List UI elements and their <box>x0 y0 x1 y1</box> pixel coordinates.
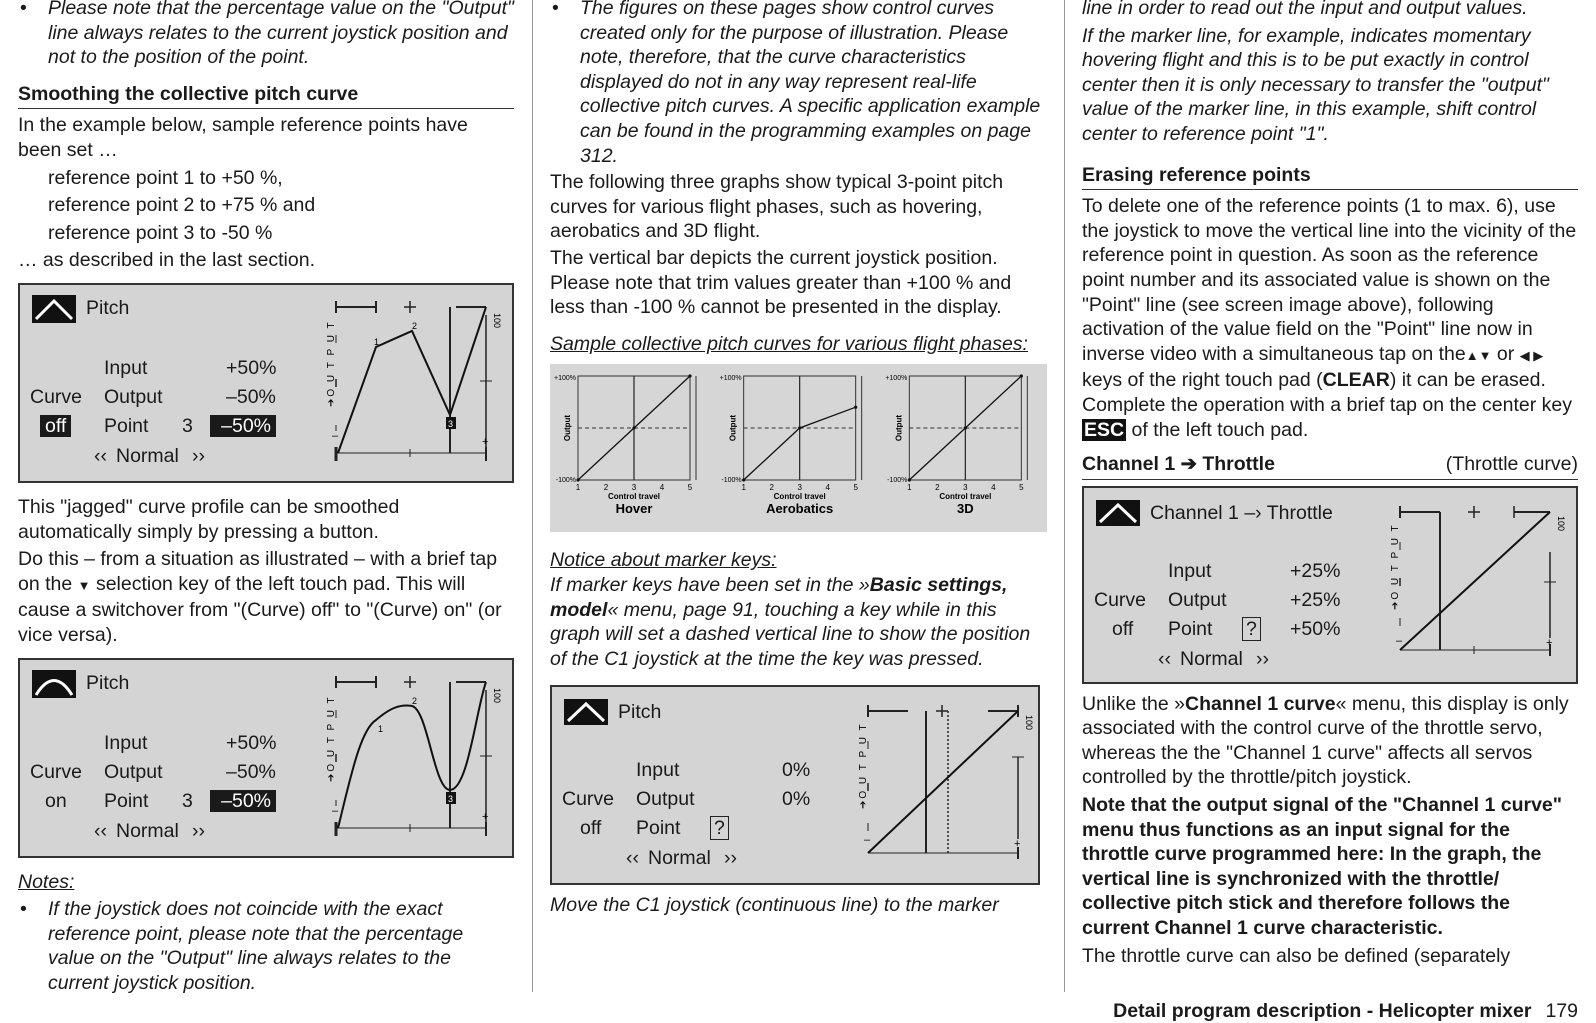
notice-heading: Notice about marker keys: <box>550 549 777 572</box>
curve-label: Curve <box>1094 588 1147 611</box>
channel-heading-right: (Throttle curve) <box>1445 453 1578 476</box>
unlike-a: Unlike the » <box>1082 692 1185 715</box>
point-label: Point <box>636 817 681 840</box>
sample-curves-chart <box>550 364 1047 532</box>
chart-y-tick-top: +100% <box>885 375 908 383</box>
lcd-throttle-curve <box>1082 486 1578 684</box>
curve-state-toggle[interactable]: off <box>40 415 71 437</box>
output-value: 0% <box>782 788 811 811</box>
output-label: Output <box>104 760 163 783</box>
column-divider-left <box>532 0 533 992</box>
intro-text: In the example below, sample reference points have been set … <box>18 114 468 161</box>
unlike-b: Channel 1 curve <box>1184 692 1336 715</box>
point-marker-2: 2 <box>412 320 418 331</box>
para-marker: If the marker line, for example, indicates momentary hovering flight and this is to be put exactly in control center then it is only necessary to transfer the "output" value of the marker line, in this example, shift control center to reference point "1". <box>1082 24 1549 145</box>
mode-right-chevron[interactable]: ›› <box>192 444 205 467</box>
ref-point-2: reference point 2 to +75 % and <box>48 194 316 217</box>
ref-point-3: reference point 3 to -50 % <box>48 221 273 244</box>
scale-top: 100 <box>1024 715 1034 731</box>
lcd-title-a: Channel 1 <box>1150 501 1239 524</box>
chart-x-tick: 4 <box>659 483 665 493</box>
chart-x-tick: 5 <box>853 483 858 493</box>
scale-top: 100 <box>1556 515 1566 531</box>
mode-label: Normal <box>116 444 179 467</box>
chart-y-tick-bottom: -100% <box>887 477 908 485</box>
curve-graph <box>320 670 510 850</box>
erase-a: To delete one of the reference points (1 to max. 6), use the joystick to move the vertical line into the vicinity of the reference point in question. As soon as the reference point number and its associated value is shown on the "Point" line (see screen image above), following activation of the value field on the "Point" line now in inverse video with a simultaneous tap on the <box>1082 195 1577 365</box>
throttle-curve-line <box>1400 512 1553 650</box>
axis-label: ➔O U T P U T <box>1390 523 1401 610</box>
mode-label: Normal <box>1180 647 1243 670</box>
bold-note: Note that the output signal of the "Channel 1 curve" menu thus functions as an input signal for the throttle curve programmed here: In the graph, the vertical line is synchronized with the throttle/ collective pitch stick and therefore follows the current Channel 1 curve characteristic. <box>1082 794 1563 940</box>
chart-x-tick: 2 <box>603 483 609 493</box>
erase-c: ) it can be erased. Complete the operation with a brief tap on the center key <box>1082 369 1572 416</box>
chart-point <box>798 427 801 430</box>
down-arrow-icon: ▼ <box>77 577 91 593</box>
lcd-pitch-curve-off <box>18 283 514 483</box>
clear-key: CLEAR <box>1322 369 1390 392</box>
para-unlike <box>1082 692 1578 790</box>
para-vertical-bar: The vertical bar depicts the current joystick position. Please note that trim values greater than +100 % and less than -100 % cannot be presented in the display. <box>550 246 1012 319</box>
chart-x-label: Control travel <box>939 492 992 502</box>
para-jagged: This "jagged" curve profile can be smoothed automatically simply by pressing a button. <box>18 495 400 543</box>
axis-label: ➔O U T P U T <box>326 694 337 782</box>
para-do-this <box>18 547 514 647</box>
notice-b: Basic settings, model <box>550 573 1008 621</box>
column-divider-right <box>1064 0 1065 992</box>
notice-text <box>550 573 1047 671</box>
minus-marker: – <box>332 429 339 442</box>
para-erasing <box>1082 194 1578 442</box>
minus-marker: – <box>864 834 871 847</box>
chart-title: 3D <box>957 501 974 517</box>
ref-end: … as described in the last section. <box>18 249 315 272</box>
sample-curves-panel <box>550 364 1047 532</box>
curve-state-toggle[interactable]: on <box>45 789 67 812</box>
chart-point <box>688 375 691 378</box>
output-value: +25% <box>1290 588 1341 611</box>
plus-marker: + <box>482 435 489 448</box>
point-number: 3 <box>182 789 193 812</box>
throttle-icon <box>1096 500 1140 526</box>
lcd-pitch-curve-on <box>18 658 514 858</box>
section-heading-smoothing: Smoothing the collective pitch curve <box>18 82 514 110</box>
point-marker-2: 2 <box>412 695 418 706</box>
lcd-pitch-marker <box>550 685 1040 885</box>
point-marker-3: 3 <box>448 793 454 804</box>
page-footer <box>1113 1000 1578 1023</box>
point-value[interactable]: –50% <box>210 415 276 437</box>
throttle-curve-line <box>868 711 1021 853</box>
point-value[interactable]: –50% <box>210 790 276 812</box>
line-top: line in order to read out the input and output values. <box>1082 0 1528 19</box>
column-1 <box>18 0 514 995</box>
chart-title: Hover <box>615 501 653 517</box>
input-value: +25% <box>1290 559 1341 582</box>
arrow-right-icon: –› <box>1244 501 1262 524</box>
notice-a: If marker keys have been set in the » <box>550 573 870 596</box>
chart-point <box>742 479 745 482</box>
chart-point <box>576 479 579 482</box>
chart-y-tick-bottom: -100% <box>721 477 742 485</box>
chart-point <box>1020 375 1023 378</box>
chart-x-tick: 1 <box>575 483 581 493</box>
chart-x-tick: 5 <box>687 483 693 493</box>
output-value: –50% <box>226 760 276 783</box>
input-value: +50% <box>226 356 277 379</box>
mode-right-chevron[interactable]: ›› <box>724 847 737 870</box>
mode-label: Normal <box>648 847 711 870</box>
mode-left-chevron[interactable]: ‹‹ <box>1158 647 1171 670</box>
esc-key: ESC <box>1084 418 1125 441</box>
point-value: +50% <box>1290 617 1341 640</box>
section-heading-erasing: Erasing reference points <box>1082 163 1578 191</box>
lcd-title: Pitch <box>86 296 130 319</box>
output-label: Output <box>1168 588 1227 611</box>
plus-marker: + <box>1014 838 1021 851</box>
pitch-icon <box>564 699 608 725</box>
chart-point <box>908 479 911 482</box>
chart-x-label: Control travel <box>773 492 826 502</box>
plus-marker: + <box>1546 636 1553 649</box>
erase-d: of the left touch pad. <box>1131 418 1309 441</box>
input-label: Input <box>104 731 148 754</box>
chart-x-tick: 3 <box>631 483 637 493</box>
pitch-icon <box>32 295 76 323</box>
chart-x-tick: 4 <box>991 483 996 493</box>
sample-heading: Sample collective pitch curves for various flight phases: <box>550 332 1028 355</box>
input-label: Input <box>1168 559 1212 582</box>
input-value: +50% <box>226 731 277 754</box>
output-label: Output <box>636 788 695 811</box>
mode-right-chevron[interactable]: ›› <box>192 819 205 842</box>
column-2 <box>550 0 1047 918</box>
left-right-icon: ◀ ▶ <box>1519 347 1544 363</box>
chart-title: Aerobatics <box>766 501 834 517</box>
output-value: –50% <box>226 385 276 408</box>
point-label: Point <box>1168 617 1213 640</box>
point-label: Point <box>104 789 149 812</box>
move-joystick-text: Move the C1 joystick (continuous line) to the marker <box>550 894 999 917</box>
erase-b: keys of the right touch pad ( <box>1082 369 1323 392</box>
point-marker-1: 1 <box>374 336 380 347</box>
last-line: The throttle curve can also be defined (separately <box>1082 944 1511 967</box>
pitch-smooth-icon <box>32 670 76 698</box>
chart-y-tick-top: +100% <box>719 375 742 383</box>
chart-x-tick: 4 <box>825 483 830 493</box>
chart-y-tick-bottom: -100% <box>555 477 576 485</box>
illustration-note: • The figures on these pages show control curves created only for the purpose of illustration. Please note, therefore, that the curve characteristics displayed do not in any way represent real-life collective pitch curves. A specific application example can be found in the programming examples on page 312. <box>550 0 1047 168</box>
chart-y-label: Output <box>563 415 572 442</box>
mode-left-chevron[interactable]: ‹‹ <box>94 444 107 467</box>
chart-y-tick-top: +100% <box>554 375 576 383</box>
mode-right-chevron[interactable]: ›› <box>1256 647 1269 670</box>
up-down-icon: ▲▼ <box>1465 347 1492 363</box>
mode-left-chevron[interactable]: ‹‹ <box>626 847 639 870</box>
mode-left-chevron[interactable]: ‹‹ <box>94 819 107 842</box>
scale-top: 100 <box>492 687 502 703</box>
chart-y-label: Output <box>894 415 904 442</box>
lcd-title: Pitch <box>86 671 130 694</box>
point-label: Point <box>104 414 149 437</box>
page-number: 179 <box>1545 1000 1578 1022</box>
section-heading-channel <box>1082 452 1578 480</box>
point-number[interactable]: ? <box>710 816 729 840</box>
input-label: Input <box>636 759 680 782</box>
chart-x-tick: 2 <box>935 483 940 493</box>
note-top: • Please note that the percentage value on the "Output" line always relates to the current joystick position and not to the position of the point. <box>18 0 514 70</box>
point-marker-3: 3 <box>448 418 454 429</box>
chart-x-tick: 1 <box>741 483 746 493</box>
chart-x-tick: 3 <box>963 483 968 493</box>
chart-x-tick: 2 <box>769 483 774 493</box>
minus-marker: – <box>1396 634 1403 647</box>
chart-point <box>964 427 967 430</box>
scale-top: 100 <box>492 312 502 328</box>
point-marker-1: 1 <box>378 723 384 734</box>
footer-title: Detail program description - Helicopter mixer <box>1113 1000 1532 1022</box>
note-bottom: • If the joystick does not coincide with the exact reference point, please note that the percentage value on the "Output" line always relates to the current joystick position. <box>18 897 514 995</box>
lcd-title <box>1150 502 1333 524</box>
curve-state-toggle[interactable]: off <box>1112 617 1134 640</box>
point-number[interactable]: ? <box>1242 617 1261 641</box>
para-three-graphs: The following three graphs show typical 3-point pitch curves for various flight phases, such as hovering, aerobatics and 3D flight. <box>550 171 1004 243</box>
axis-label: ➔O U T P U T <box>858 722 869 810</box>
curve-label: Curve <box>562 788 615 811</box>
input-value: 0% <box>782 759 811 782</box>
curve-label: Curve <box>30 760 83 783</box>
notice-c: « menu, page 91, touching a key while in this graph will set a dashed vertical line to show the position of the C1 joystick at the time the key was pressed. <box>550 598 1031 670</box>
plus-marker: + <box>482 810 489 823</box>
curve-label: Curve <box>30 385 83 408</box>
chart-point <box>632 427 635 430</box>
chart-x-tick: 1 <box>907 483 912 493</box>
chart-point <box>854 406 857 409</box>
lcd-title: Pitch <box>618 701 662 724</box>
para-do-a: Do this – from a situation as illustrated – with a brief tap on the <box>18 548 498 595</box>
chart-x-label: Control travel <box>607 492 661 502</box>
notes-label: Notes: <box>18 870 75 893</box>
channel-heading-left: Channel 1 ➔ Throttle <box>1082 453 1275 476</box>
axis-label: ➔O U T P U T <box>326 320 337 407</box>
point-number: 3 <box>182 414 193 437</box>
column-3 <box>1082 0 1578 968</box>
erase-or: or <box>1496 342 1515 365</box>
curve-graph <box>1384 498 1574 678</box>
para-do-b: selection key of the left touch pad. This will cause a switchover from "(Curve) off" to "(Curve) on" (or vice versa). <box>18 572 502 646</box>
lcd-title-b: Throttle <box>1266 501 1333 524</box>
chart-x-tick: 3 <box>797 483 802 493</box>
curve-graph <box>320 295 510 475</box>
curve-state-toggle[interactable]: off <box>580 817 602 840</box>
curve-graph <box>852 697 1038 877</box>
output-label: Output <box>104 385 163 408</box>
input-label: Input <box>104 356 148 379</box>
minus-marker: – <box>332 804 339 817</box>
chart-x-tick: 5 <box>1019 483 1024 493</box>
unlike-c: « menu, this display is only associated with the control curve of the throttle servo, whereas the the "Channel 1 curve" affects all servos controlled by the throttle/pitch joystick. <box>1082 692 1569 789</box>
ref-point-1: reference point 1 to +50 %, <box>48 166 283 189</box>
chart-y-label: Output <box>728 415 738 442</box>
mode-label: Normal <box>116 819 179 842</box>
